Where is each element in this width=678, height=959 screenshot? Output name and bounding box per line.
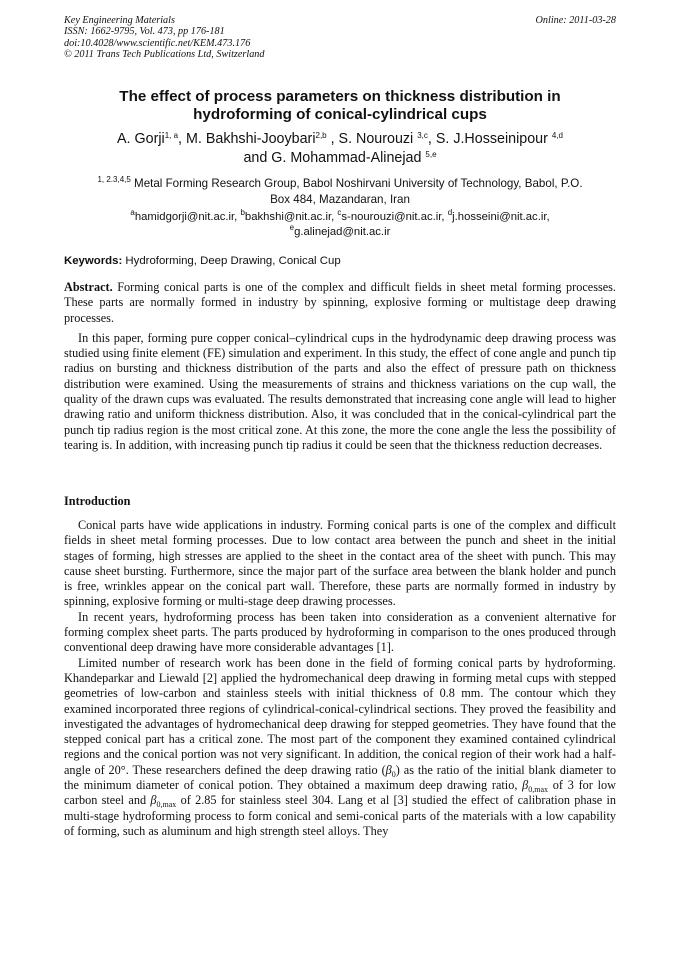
email-mark-a: a — [130, 208, 135, 217]
paper-title — [64, 88, 616, 124]
author-5-affil: 5,e — [425, 149, 437, 159]
copyright-line: © 2011 Trans Tech Publications Ltd, Switzerland — [64, 49, 265, 61]
intro-p3-part-a: Limited number of research work has been done in the field of forming conical parts by hydroforming. Khandeparkar and Liewald [2] applied the hydromechanical deep drawing in forming metal cups with stepped geometries of low-carbon and stainless steels with initial thickness of 0.8 mm. The contour which they examined incorporated three regions of cylindrical-conical-cylindrical sections. They proved the feasibility and investigated the advantages of hydromechanical deep drawing for stepped geometries. They have found that the stepped conical part has a critical zone. The most part of the component they examined contained cylindrical regions and the conical portion was not very significant. In addition, the conical region of their work had a half-angle of 20°. These researchers defined the deep drawing ratio ( — [64, 655, 616, 777]
email-b: bakhshi@nit.ac.ir, — [244, 211, 338, 223]
affiliation-line-2: Box 484, Mazandaran, Iran — [270, 192, 410, 206]
keywords-text: Hydroforming, Deep Drawing, Conical Cup — [122, 255, 341, 267]
intro-p3-part-d: of 2.85 for stainless steel 304. Lang et al [3] studied the effect of calibration phase in multi-stage hydroforming process to form conical and semi-conical parts of the materials with a low capability of forming, such as aluminum and high strength steel alloys. They — [64, 793, 616, 838]
abstract-text-1: Forming conical parts is one of the complex and difficult fields in sheet metal forming processes. These parts are normally formed in industry by spinning, explosive forming or multistage deep drawing processes. — [64, 280, 616, 325]
email-mark-c: c — [337, 208, 342, 217]
intro-paragraph-2: In recent years, hydroforming process has been taken into consideration as a convenient alternative for forming complex sheet parts. The parts produced by hydroforming in comparison to the ones produced through conventional deep drawing have more considerable advantages [1]. — [64, 609, 616, 655]
author-1-affil: 1, a — [164, 131, 179, 140]
author-1: A. Gorji — [117, 131, 165, 147]
intro-paragraph-3 — [64, 656, 616, 840]
beta-subscript-0: 0 — [391, 769, 396, 779]
author-list — [64, 130, 616, 167]
email-d: j.hosseini@nit.ac.ir, — [452, 211, 550, 223]
title-line-1: The effect of process parameters on thickness distribution in — [119, 88, 561, 105]
doi-line: doi:10.4028/www.scientific.net/KEM.473.176 — [64, 37, 251, 49]
email-mark-d: d — [447, 208, 453, 217]
abstract-paragraph-2: In this paper, forming pure copper conical–cylindrical cups in the hydrodynamic deep drawing process was studied using finite element (FE) simulation and experiment. In this study, the effect of cone angle and punch tip radius on bursting and thickness distribution of the parts and also the effect of pressure path on thickness distribution were examined. Using the measurements of strains and thickness variations on the cup wall, the quality of the drawn cups was evaluated. The results demonstrated that increasing cone angle will lead to higher drawing ratio and uniform thickness distribution. Also, it was concluded that in the conical-cylindrical part the punch tip radius region is the most critical zone. At this zone, the more the cone angle the less the possibility of tearing is. In addition, with increasing punch tip radius it could be seen that the thickness reduction decreases. — [64, 330, 616, 452]
abstract-section — [64, 280, 616, 453]
author-2-affil: 2,b — [315, 131, 327, 140]
author-5: and G. Mohammad-Alinejad — [243, 149, 426, 166]
abstract-label: Abstract. — [64, 280, 113, 294]
journal-header — [64, 15, 616, 61]
author-3-affil: 3,c — [417, 131, 428, 140]
author-4: , S. J.Hosseinipour — [427, 131, 552, 147]
introduction-heading: Introduction — [64, 494, 131, 508]
beta-symbol: β — [385, 762, 392, 777]
keywords-label: Keywords: — [64, 255, 123, 267]
intro-paragraph-1: Conical parts have wide applications in industry. Forming conical parts is one of the complex and difficult fields in sheet metal forming processes. Due to low contact area between the punch and sheet in the initial stages of forming, high stresses are applied to the sheet in the contact area of the sheet with punch. This may cause sheet bursting. Furthermore, since the major part of the surface area between the blank holder and punch is free, wrinkles appear on the conical part wall. Therefore, these parts are normally formed in industry by spinning, explosive forming or multi-stage deep drawing processes. — [64, 518, 616, 609]
intro-p3-part-b: ) as the ratio of the initial blank diameter to the minimum diameter of conical potion. They obtained a maximum deep drawing ratio, — [64, 762, 617, 793]
beta-subscript-0max: 0,max — [156, 800, 177, 810]
online-date: Online: 2011-03-28 — [535, 15, 616, 26]
beta-subscript-0max: 0,max — [528, 785, 549, 795]
keywords — [64, 254, 616, 268]
beta-symbol: β — [522, 778, 529, 793]
email-e: g.alinejad@nit.ac.ir — [294, 226, 391, 238]
abstract-paragraph-1 — [64, 280, 616, 326]
email-mark-e: e — [289, 223, 295, 232]
issn-line: ISSN: 1662-9795, Vol. 473, pp 176-181 — [64, 26, 225, 38]
affiliation — [64, 176, 616, 207]
author-2: , M. Bakhshi-Jooybari — [178, 131, 316, 147]
introduction-section — [64, 518, 616, 839]
affiliation-marks: 1, 2.3,4,5 — [97, 175, 131, 184]
journal-name: Key Engineering Materials — [64, 15, 175, 26]
email-a: hamidgorji@nit.ac.ir, — [134, 211, 241, 223]
author-4-affil: 4,d — [551, 131, 563, 140]
author-3: , S. Nourouzi — [326, 131, 418, 147]
email-c: s-nourouzi@nit.ac.ir, — [341, 211, 448, 223]
title-line-2: hydroforming of conical-cylindrical cups — [193, 106, 487, 123]
email-mark-b: b — [240, 208, 245, 217]
beta-symbol: β — [150, 793, 157, 808]
affiliation-line-1: Metal Forming Research Group, Babol Noshirvani University of Technology, Babol, P.O. — [130, 177, 583, 190]
author-emails — [64, 210, 616, 240]
intro-p3-part-c: of 3 for low carbon steel and — [64, 778, 616, 808]
